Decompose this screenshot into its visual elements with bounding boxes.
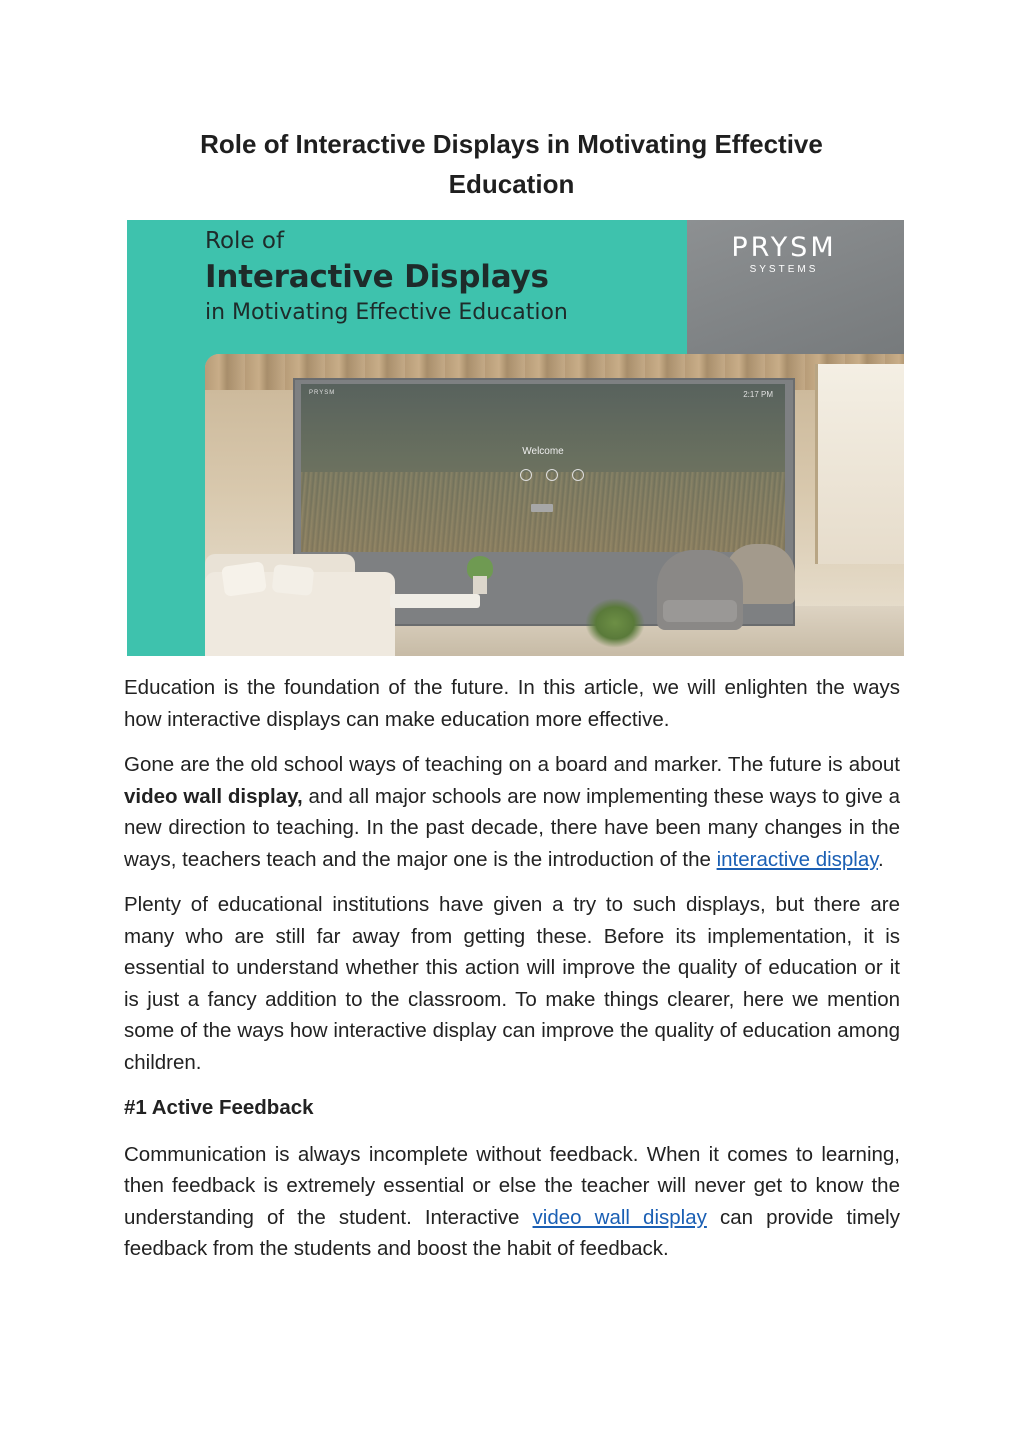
screen-icon [546,469,558,481]
prysm-logo [719,232,849,276]
paragraph-2-bold: video wall display, [124,784,303,808]
interactive-display-link[interactable]: interactive display [716,847,878,871]
video-wall-display-link[interactable]: video wall display [532,1205,707,1229]
banner-line-1: Role of [205,228,285,254]
screen-brand: PRYSM [309,390,336,396]
screen-button [531,504,553,512]
paragraph-3: Plenty of educational institutions have given a try to such displays, but there are many who are still far away from getting these. Before its implementation, it is essential to understand whether this action will improve the quality of education or it is just a fancy addition to the classroom. To make things clearer, here we mention some of the ways how interactive display can improve the quality of education among children. [124,893,900,1074]
screen-time: 2:17 PM [743,390,773,399]
paragraph-1: Education is the foundation of the future. In this article, we will enlighten the ways how interactive displays can make education more effective. [124,676,900,731]
pillow [272,564,315,596]
banner-line-2: Interactive Displays [205,259,549,295]
coffee-table [390,594,480,608]
video-wall-screen [301,384,785,552]
chair-seat [663,600,737,622]
paragraph-4-text-a: Communication is always incomplete without feedback. When it comes to learning, then feedback is extremely essential or else the teacher will never get to know the understanding of the student. Interactive [124,1142,900,1229]
brand-sub: SYSTEMS [749,264,819,275]
banner-image [127,220,904,656]
plant-pot [473,576,487,594]
room-photo [205,354,904,656]
article-body [124,672,900,1265]
banner-line-3: in Motivating Effective Education [205,300,568,325]
banner-headline [205,226,568,328]
paragraph-4 [124,1139,900,1265]
screen-icon [572,469,584,481]
fern [585,598,645,648]
screen-icons [513,468,591,486]
page-title: Role of Interactive Displays in Motivating Effective Education [200,129,823,199]
paragraph-2-text-c: . [878,847,884,871]
paragraph-2 [124,749,900,875]
pillow [221,561,267,597]
window [815,364,904,564]
screen-icon [520,469,532,481]
brand-name: PRYSM [731,232,837,263]
paragraph-2-text-a: Gone are the old school ways of teaching on a board and marker. The future is about [124,753,900,776]
paragraph-2-text-b: and all major schools are now implementing these ways to give a new direction to teaching. In the past decade, there have been many changes in the ways, teachers teach and the major one is the introduction of the [124,784,900,871]
paragraph-4-text-b: can provide timely feedback from the students and boost the habit of feedback. [124,1205,900,1260]
screen-welcome: Welcome [522,446,564,457]
section-heading: #1 Active Feedback [124,1096,314,1119]
